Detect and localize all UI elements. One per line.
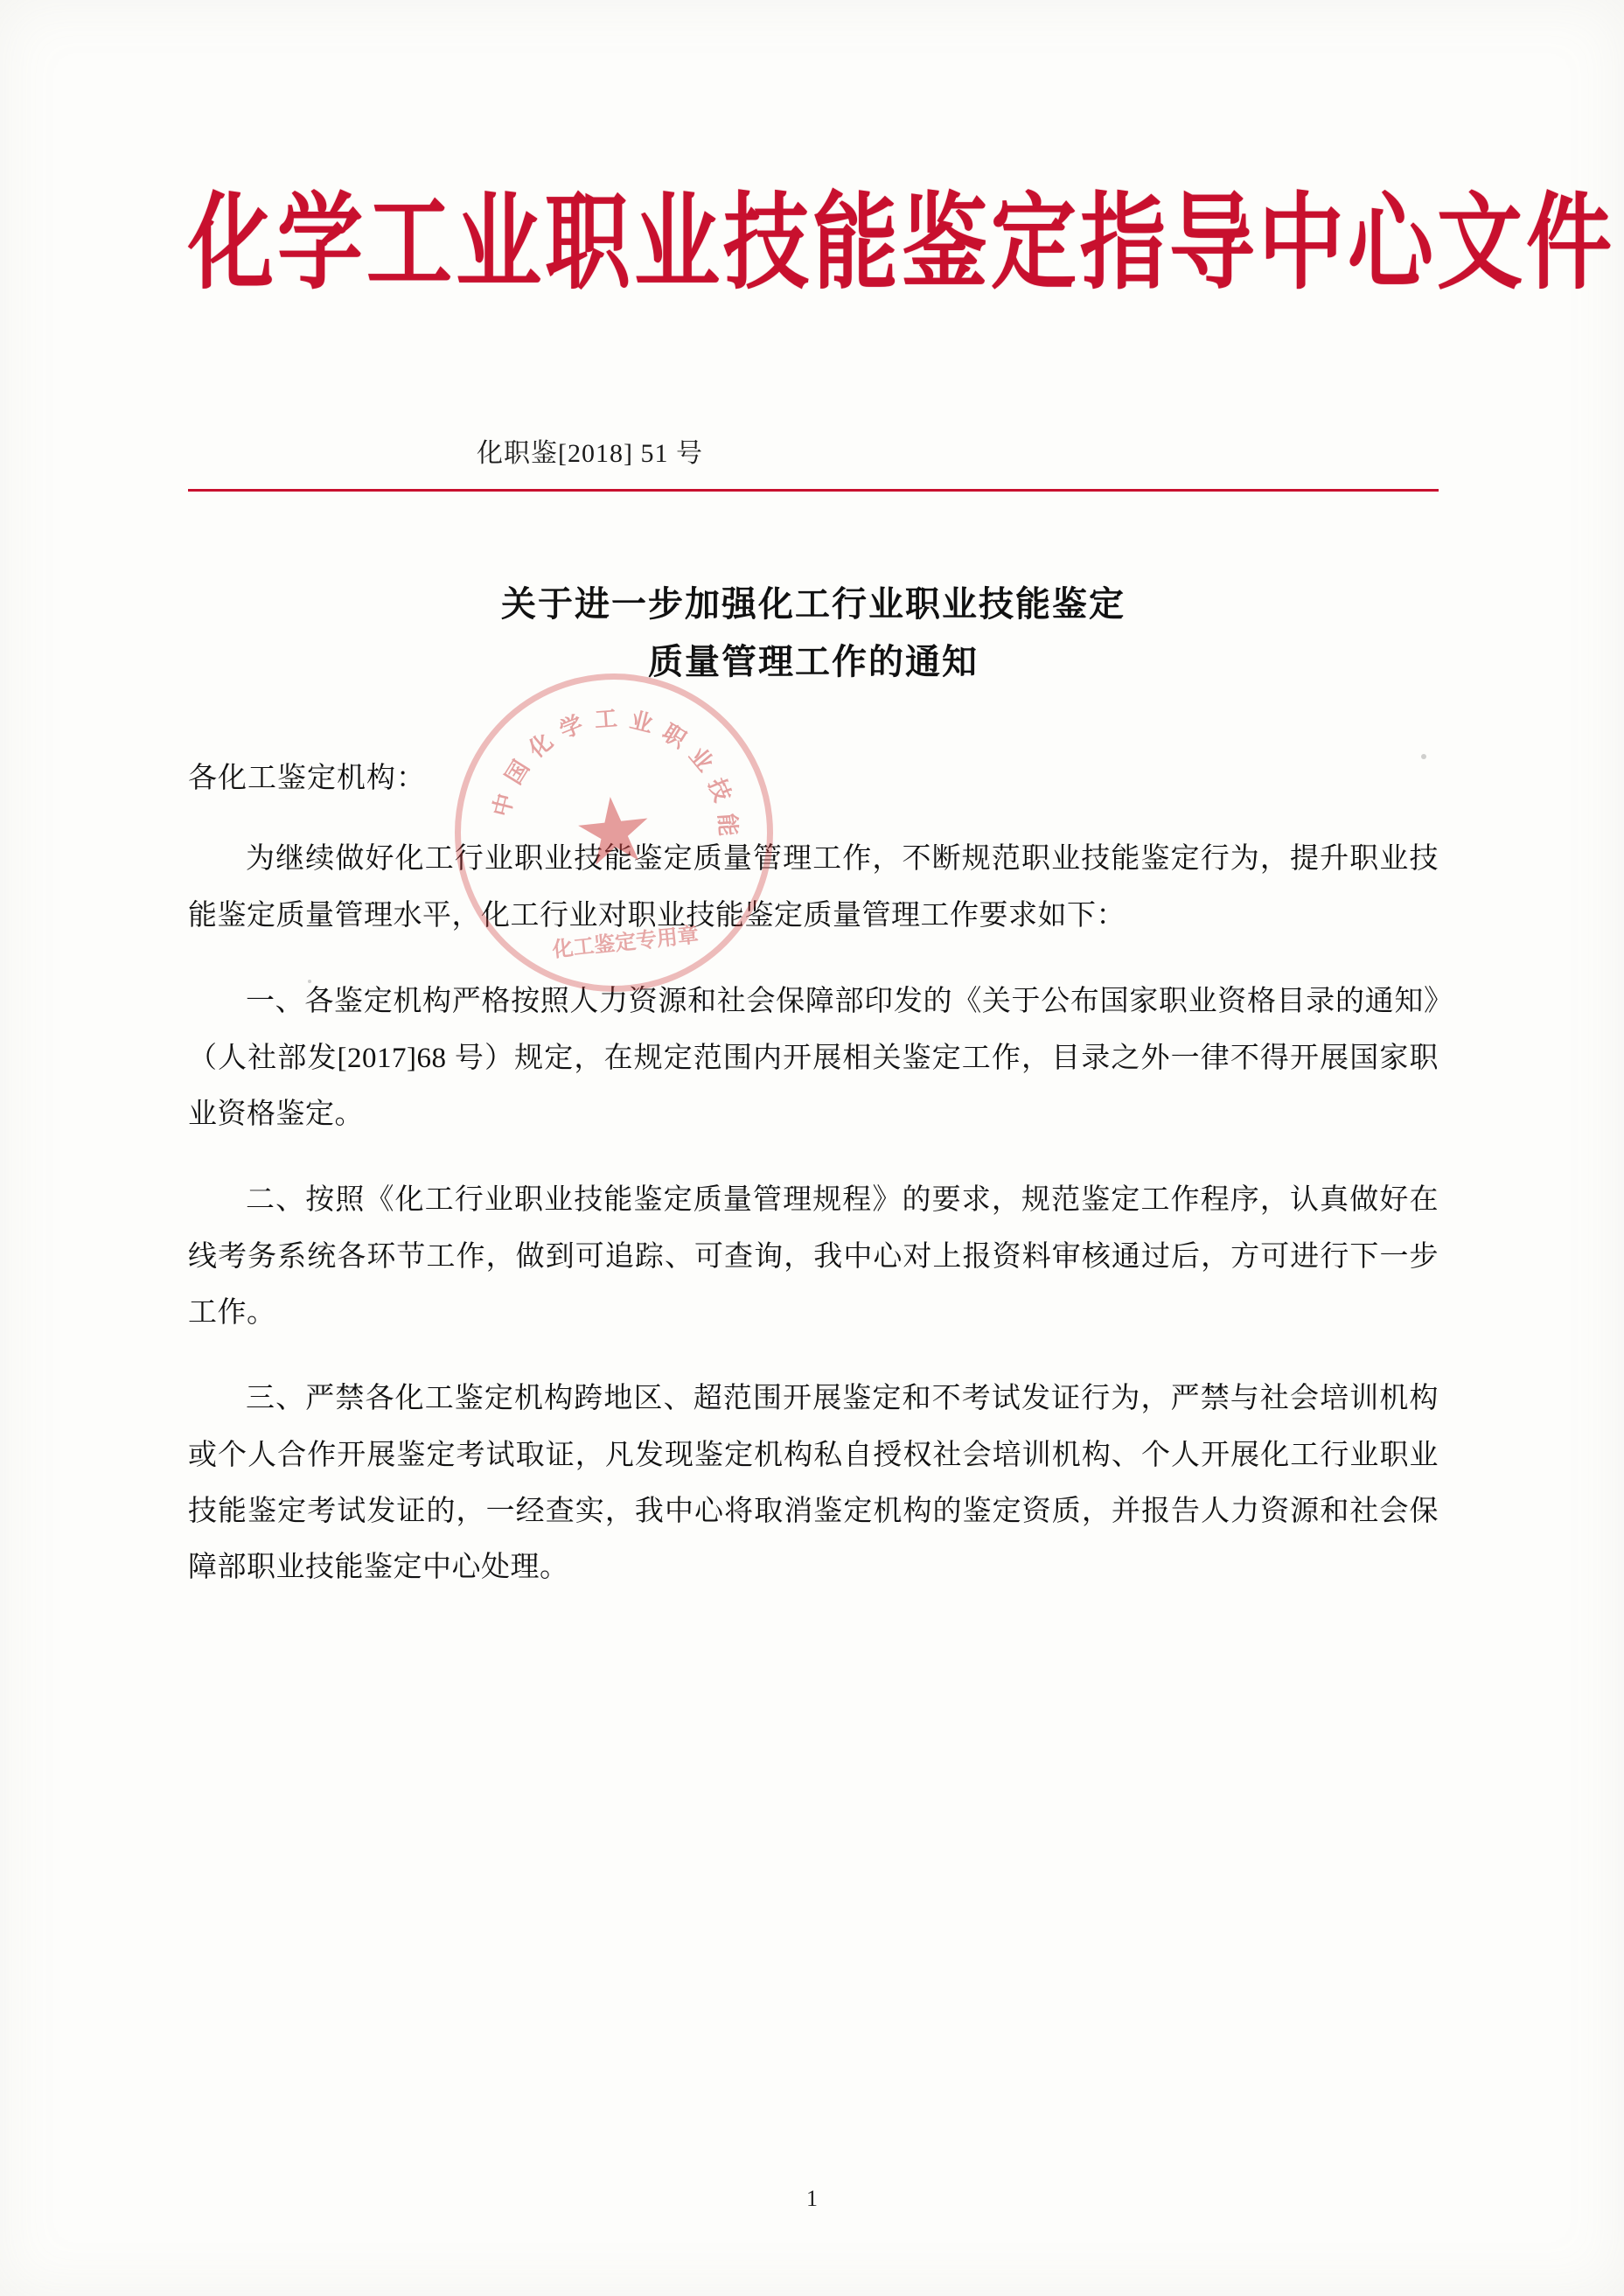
seal-ring-char: 工: [593, 705, 618, 734]
document-title-line-1: 关于进一步加强化工行业职业技能鉴定: [501, 583, 1126, 625]
seal-bottom-label: 化工鉴定专用章: [551, 924, 700, 963]
document-title: [188, 576, 1439, 691]
document-paragraph-1: 为继续做好化工行业职业技能鉴定质量管理工作，不断规范职业技能鉴定行为，提升职业技能鉴定质量管理水平，化工行业对职业技能鉴定质量管理工作要求如下：: [188, 843, 1439, 932]
document-salutation: 各化工鉴定机构：: [188, 762, 426, 794]
document-content: [188, 131, 1616, 1596]
seal-ring-char: 技: [702, 774, 735, 806]
seal-ring-char: 学: [555, 711, 588, 744]
scan-speck: [308, 980, 311, 983]
document-masthead-title: 化学工业职业技能鉴定指导中心文件: [188, 181, 1616, 304]
seal-ring-char: 职: [657, 719, 691, 754]
seal-ring-char: 业: [627, 707, 656, 739]
document-paragraph-3: 二、按照《化工行业职业技能鉴定质量管理规程》的要求，规范鉴定工作程序，认真做好在线考务系统各环节工作，做到可追踪、可查询，我中心对上报资料审核通过后，方可进行下一步工作。: [188, 1184, 1439, 1329]
seal-ring-char: 能: [713, 812, 742, 837]
page-number: 1: [806, 2186, 818, 2211]
seal-ring-char: 业: [683, 743, 719, 778]
seal-ring-char: 中: [488, 791, 520, 820]
scan-speck: [1421, 754, 1426, 759]
document-paragraph-4: 三、严禁各化工鉴定机构跨地区、超范围开展鉴定和不考试发证行为，严禁与社会培训机构或个人合作开展鉴定考试取证，凡发现鉴定机构私自授权社会培训机构、个人开展化工行业职业技能鉴定考试发证的，一经查实，我中心将取消鉴定机构的鉴定资质，并报告人力资源和社会保障部职业技能鉴定中心处理。: [188, 1383, 1439, 1584]
document-number: 化职鉴[2018] 51 号: [477, 438, 703, 468]
document-paragraph-2: 一、各鉴定机构严格按照人力资源和社会保障部印发的《关于公布国家职业资格目录的通知》（人社部发[2017]68 号）规定，在规定范围内开展相关鉴定工作，目录之外一律不得开展国家职业资格鉴定。: [188, 986, 1439, 1130]
seal-ring-char: 国: [500, 756, 535, 790]
red-divider-rule: [188, 489, 1439, 492]
document-title-line-2: 质量管理工作的通知: [648, 640, 979, 682]
seal-ring-char: 化: [524, 728, 559, 764]
official-seal-stamp: 中 国 化 学 工 业 职 业 技 能 ★ 化工鉴定专用章: [439, 658, 789, 1008]
